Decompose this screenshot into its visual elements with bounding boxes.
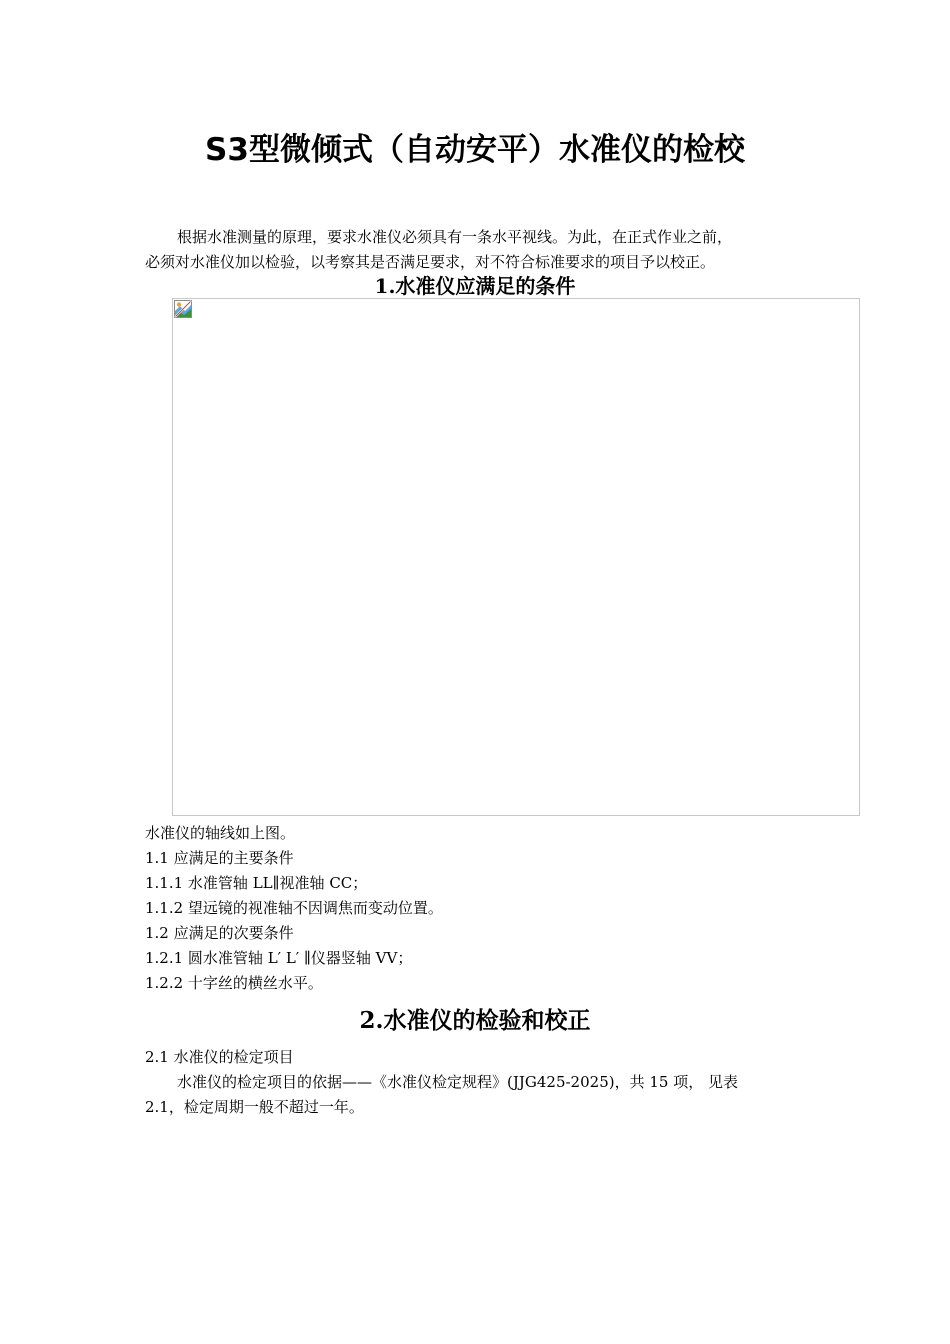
condition-item: 1.1.1 水准管轴 LL∥视准轴 CC； [145, 874, 368, 892]
intro-paragraph [145, 225, 807, 275]
intro-line-1: 根据水准测量的原理，要求水准仪必须具有一条水平视线。为此，在正式作业之前， [177, 228, 733, 246]
section-2-body-line-1: 水准仪的检定项目的依据——《水准仪检定规程》(JJG425-2025)，共 15 项， 见表 [177, 1073, 738, 1091]
section-1-heading: 1.水准仪应满足的条件 [374, 274, 576, 298]
section-2-subheading: 2.1 水准仪的检定项目 [145, 1048, 294, 1066]
condition-item: 1.1 应满足的主要条件 [145, 849, 294, 867]
intro-line-2: 必须对水准仪加以检验，以考察其是否满足要求，对不符合标准要求的项目予以校正。 [145, 253, 716, 271]
page-title: S3型微倾式（自动安平）水准仪的检校 [205, 132, 745, 168]
section-2-heading: 2.水准仪的检验和校正 [359, 1007, 591, 1034]
condition-item: 1.2.1 圆水准管轴 L′ L′ ∥仪器竖轴 VV； [145, 949, 413, 967]
condition-item: 1.2 应满足的次要条件 [145, 924, 294, 942]
section-2-body [145, 1070, 807, 1120]
figure-caption: 水准仪的轴线如上图。 [145, 824, 296, 842]
condition-item: 1.2.2 十字丝的横丝水平。 [145, 974, 323, 992]
axis-diagram-placeholder [172, 298, 860, 816]
section-2-body-line-2: 2.1，检定周期一般不超过一年。 [145, 1098, 364, 1116]
broken-image-icon [174, 300, 192, 318]
condition-item: 1.1.2 望远镜的视准轴不因调焦而变动位置。 [145, 899, 443, 917]
